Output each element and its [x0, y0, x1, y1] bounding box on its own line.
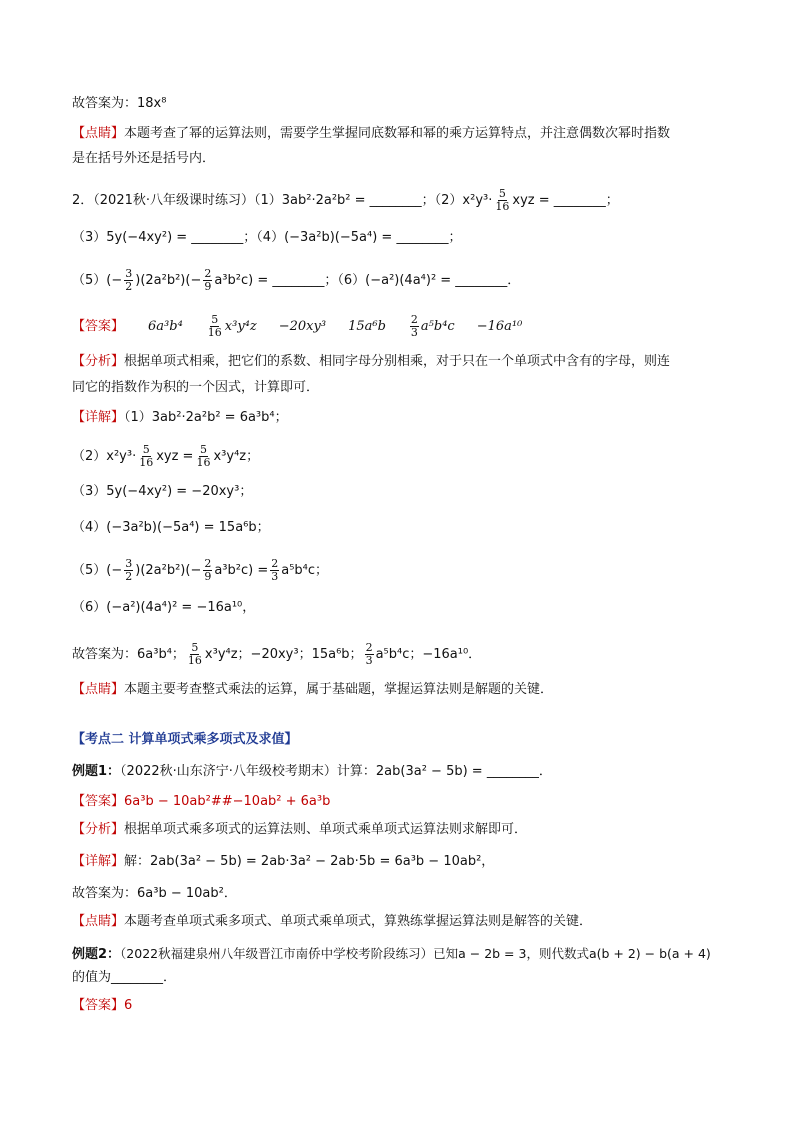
text: a⁵b⁴c；: [281, 563, 329, 578]
text: 6a³b − 10ab²##−10ab² + 6a³b: [124, 794, 331, 809]
denominator: 9: [204, 280, 212, 293]
example-1-answer: [72, 792, 330, 812]
analysis-line-2: [72, 378, 319, 398]
text: （5）(−: [72, 273, 123, 288]
fraction: [410, 314, 419, 339]
text: 2．（2021秋·八年级课时练习）（1）3ab²·2a²b² = ________；（2）x²y³·: [72, 193, 493, 208]
tag-dianjing: 【点睛】: [72, 126, 125, 141]
answer-2: [205, 314, 257, 339]
fraction: [195, 444, 211, 469]
text: 本题主要考查整式乘法的运算，属于基础题，掌握运算法则是解题的关键．: [124, 682, 554, 697]
numerator: 3: [125, 557, 133, 570]
fraction: [203, 558, 212, 583]
text: （6）(−a²)(4a⁴)² = −16a¹⁰，: [72, 600, 256, 615]
fraction: [270, 558, 279, 583]
numerator: 2: [204, 557, 212, 570]
answer-5: [408, 314, 455, 339]
answer-line: [72, 314, 522, 339]
text: a⁵b⁴c: [420, 319, 455, 334]
fraction: [207, 314, 223, 339]
denominator: 2: [125, 570, 133, 583]
answer-1: 6a³b⁴: [148, 319, 183, 334]
text: 本题考查单项式乘多项式、单项式乘单项式，算熟练掌握运算法则是解答的关键．: [124, 914, 593, 929]
text: （2022秋福建泉州八年级晋江市南侨中学校考阶段练习）已知a − 2b = 3，则代数式a(b + 2) − b(a + 4): [120, 946, 711, 961]
comment-line-q2: [72, 680, 553, 700]
tag-answer: 【答案】: [72, 794, 125, 809]
detail-line-1: [72, 408, 288, 428]
numerator: 5: [199, 443, 207, 456]
example-2-answer: [72, 996, 132, 1016]
tag-analysis: 【分析】: [72, 822, 125, 837]
question-2-parts-3-4: [72, 228, 461, 248]
fraction: [138, 444, 154, 469]
example-2-line-2: [72, 968, 176, 988]
text: 故答案为：6a³b − 10ab²．: [72, 886, 237, 901]
text: x³y⁴z；: [213, 449, 260, 464]
text: 故答案为：18x⁸: [72, 96, 167, 111]
numerator: 2: [410, 313, 418, 326]
denominator: 3: [410, 326, 418, 339]
denominator: 16: [196, 456, 211, 469]
denominator: 3: [365, 654, 373, 667]
tag-analysis: 【分析】: [72, 354, 125, 369]
text: （1）3ab²·2a²b² = 6a³b⁴；: [124, 410, 288, 425]
comment-line: [72, 124, 670, 144]
tag-answer: 【答案】: [72, 998, 125, 1013]
fraction: [365, 642, 374, 667]
question-2: [72, 188, 619, 213]
numerator: 5: [211, 313, 219, 326]
detail-line-2: [72, 444, 259, 469]
text: 是在括号外还是括号内．: [72, 151, 216, 166]
section-title: 【考点二 计算单项式乘多项式及求值】: [72, 732, 298, 747]
example-1-comment: [72, 912, 592, 932]
text: x³y⁴z: [224, 319, 257, 334]
fraction: [124, 268, 133, 293]
text: )(2a²b²)(−: [135, 563, 202, 578]
example-1-analysis: [72, 820, 527, 840]
numerator: 5: [191, 641, 199, 654]
answer-4: 15a⁶b: [348, 319, 386, 334]
comment-line-2: [72, 149, 215, 169]
example-2: [72, 944, 711, 965]
answer-3: −20xy³: [278, 319, 327, 334]
example-label: 例题2：: [72, 947, 121, 962]
detail-line-5: [72, 558, 328, 583]
text: 本题考查了幂的运算法则，需要学生掌握同底数幂和幂的乘方运算特点，并注意偶数次幂时指数: [124, 126, 671, 141]
text: xyz = ________；: [512, 193, 619, 208]
fraction: [124, 558, 133, 583]
tag-detail: 【详解】: [72, 854, 125, 869]
text: 解：2ab(3a² − 5b) = 2ab·3a² − 2ab·5b = 6a³b − 10ab²，: [124, 854, 495, 869]
detail-line-4: [72, 518, 270, 538]
numerator: 2: [365, 641, 373, 654]
question-2-parts-5-6: [72, 268, 520, 293]
denominator: 16: [139, 456, 154, 469]
section-heading: [72, 730, 298, 750]
text: a³b²c) =: [214, 563, 269, 578]
analysis-line: [72, 352, 670, 372]
detail-line-3: [72, 482, 252, 502]
text: （2022秋·山东济宁·八年级校考期末）计算：2ab(3a² − 5b) = ________．: [120, 764, 552, 779]
text: 根据单项式乘多项式的运算法则、单项式乘单项式运算法则求解即可．: [124, 822, 528, 837]
text: （3）5y(−4xy²) = −20xy³；: [72, 484, 253, 499]
fraction: [203, 268, 212, 293]
numerator: 5: [142, 443, 150, 456]
tag-detail: 【详解】: [72, 410, 125, 425]
fraction: [187, 642, 203, 667]
example-1-summary: [72, 884, 237, 904]
tag-dianjing: 【点睛】: [72, 914, 125, 929]
text: 6: [124, 998, 133, 1013]
text: a³b²c) = ________；（6）(−a²)(4a⁴)² = ________．: [214, 273, 521, 288]
text: 的值为________．: [72, 970, 177, 985]
text: 故答案为：6a³b⁴；: [72, 647, 185, 662]
text: xyz =: [156, 449, 194, 464]
denominator: 16: [495, 200, 510, 213]
numerator: 2: [271, 557, 279, 570]
example-1: [72, 762, 552, 782]
text: （3）5y(−4xy²) = ________；（4）(−3a²b)(−5a⁴) = ________；: [72, 230, 462, 245]
summary-line: [72, 642, 481, 667]
text: 根据单项式相乘，把它们的系数、相同字母分别相乘，对于只在一个单项式中含有的字母，则连: [124, 354, 671, 369]
tag-dianjing: 【点睛】: [72, 682, 125, 697]
fraction: [494, 188, 510, 213]
denominator: 16: [187, 654, 202, 667]
denominator: 16: [207, 326, 222, 339]
answer-6: −16a¹⁰: [476, 319, 523, 334]
text: 同它的指数作为积的一个因式，计算即可．: [72, 380, 320, 395]
text: （5）(−: [72, 563, 123, 578]
numerator: 3: [125, 267, 133, 280]
text: a⁵b⁴c；−16a¹⁰．: [375, 647, 482, 662]
detail-line-6: [72, 598, 255, 618]
numerator: 5: [498, 187, 506, 200]
example-1-detail: [72, 852, 494, 872]
denominator: 2: [125, 280, 133, 293]
text: x³y⁴z；−20xy³；15a⁶b；: [204, 647, 363, 662]
answer-line-prev: [72, 94, 166, 114]
denominator: 9: [204, 570, 212, 583]
text: )(2a²b²)(−: [135, 273, 202, 288]
tag-answer: 【答案】: [72, 319, 125, 334]
example-label: 例题1：: [72, 764, 121, 779]
denominator: 3: [271, 570, 279, 583]
text: （4）(−3a²b)(−5a⁴) = 15a⁶b；: [72, 520, 270, 535]
numerator: 2: [204, 267, 212, 280]
text: （2）x²y³·: [72, 449, 137, 464]
